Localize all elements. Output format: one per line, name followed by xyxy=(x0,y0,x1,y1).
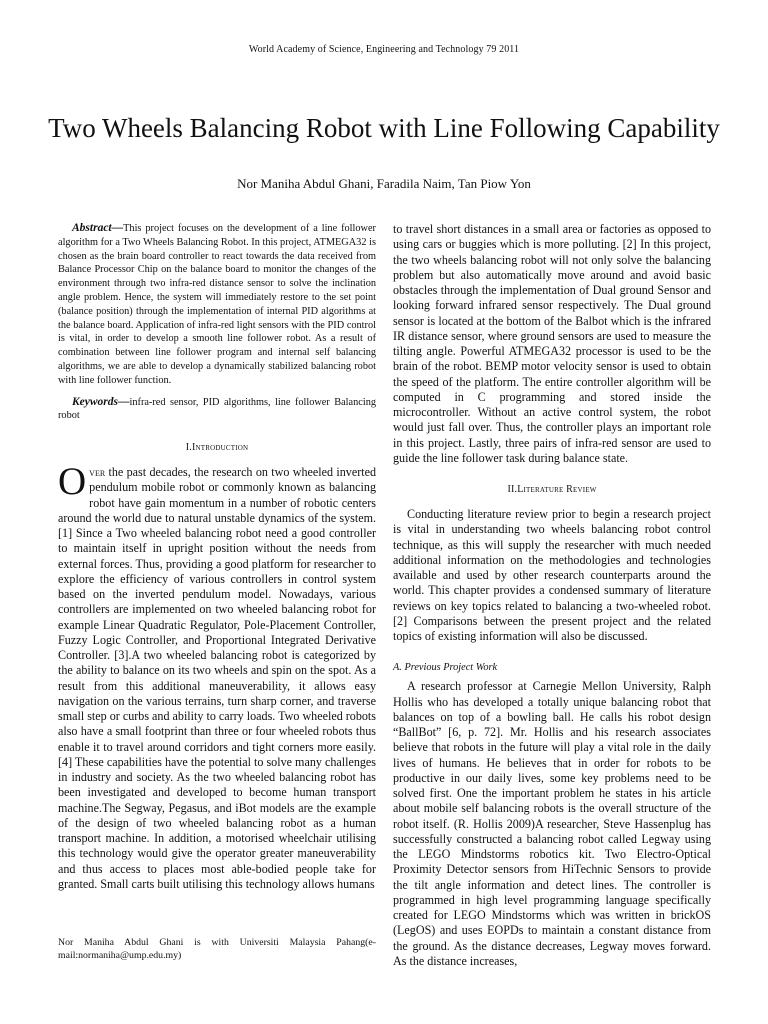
section-number: II. xyxy=(507,484,518,495)
section-title: Introduction xyxy=(191,442,249,454)
section-title: Literature Review xyxy=(517,484,597,495)
section-number: I. xyxy=(185,442,192,454)
keywords xyxy=(58,396,376,424)
drop-cap: O xyxy=(58,460,87,504)
author-list: Nor Maniha Abdul Ghani, Faradila Naim, Tan Piow Yon xyxy=(237,176,531,191)
abstract-label: Abstract— xyxy=(72,222,124,234)
abstract xyxy=(58,222,376,388)
keywords-text: infra-red sensor, PID algorithms, line follower Balancing robot xyxy=(58,396,376,422)
literature-review-text: Conducting literature review prior to begin a research project is vital in understanding two wheels balancing robot control technique, as this will supply the researcher with much needed additional information on the methodologies and technologies available and used by other research counterparts around the world. This chapter provides a condensed summary of literature reviews on key topics related to balancing a two-wheeled robot. [2] Comparisons between the present project and the related topics of existing information will also be discussed. xyxy=(393,507,711,643)
previous-work-text: A research professor at Carnegie Mellon University, Ralph Hollis who has developed a totally unique balancing robot that balances on top of a bowling ball. He calls his robot design “BallBot” [6, p. 72]. Mr. Hollis and his research associates believe that robots in the future will play a vital role in the daily lives of humans. He believes that in order for robots to be productive in our daily lives, some key problems need to be solved first. One the important problem he states in his article about mobile self balancing robots is the overall structure of the robot itself. (R. Hollis 2009)A researcher, Steve Hassenplug has successfully constructed a balancing robot called Legway using the LEGO Mindstorms robotics kit. Two Electro-Optical Proximity Detector sensors from HiTechnic Sensors to provide the tilt angle information and detect lines. The controller is programmed in high level programming language specifically created for LEGO Mindstorms which was written in brickOS (LegOS) and uses EOPDs to maintain a constant distance from the ground. As the distance decreases, Legway moves forward. As the distance increases, xyxy=(393,679,711,968)
introduction-body: the past decades, the research on two wheeled inverted pendulum mobile robot or commonly known as balancing robot have gain momentum in a number of robotic centers around the world due to natural unstable dynamics of the system. [1] Since a Two wheeled balancing robot need a good controller to maintain itself in upright position without the needs from external forces. Thus, providing a good platform for researcher to explore the efficiency of various controllers in control system based on the inverted pendulum model. Nowadays, various controllers are implemented on two wheeled balancing robot for example Linear Quadratic Regulator, Pole-Placement Controller, Fuzzy Logic Controller, and Proportional Integrated Derivative Controller. [3].A two wheeled balancing robot is categorized by the ability to balance on its two wheels and spin on the spot. As a result from this additional maneuverability, it allows easy navigation on the various terrains, turn sharp corner, and traverse small step or curbs and ability to carry loads. Two wheeled robots also have a small footprint than three or four wheeled robots thus enable it to travel around corridors and tight corners more easily. [4] These capabilities have the potential to solve many challenges in industry and society. As the two wheeled balancing robot has been investigated and developed to become human transport machine.The Segway, Pegasus, and iBot models are the example of the design of two wheeled balancing robot as a human transport machine. In addition, a motorised wheelchair utilising this technology would give the operator greater maneuverability and thus access to places most able-bodied people take for granted. Small carts built utilising this technology allows humans xyxy=(58,465,376,891)
introduction-text xyxy=(58,460,376,892)
first-word: ver xyxy=(89,465,106,480)
keywords-label: Keywords— xyxy=(72,395,130,408)
section-heading-introduction xyxy=(58,442,376,453)
left-column xyxy=(58,222,376,892)
paper-title: Two Wheels Balancing Robot with Line Following Capability xyxy=(48,113,720,143)
section-heading-literature-review xyxy=(393,484,711,495)
abstract-text: This project focuses on the development of a line follower algorithm for a Two Wheels Balancing Robot. In this project, ATMEGA32 is chosen as the brain board controller to react towards the data received from Balance Processor Chip on the balance board to monitor the changes of the environment through two infra-red distance sensor to solve the inclination angle problem. Hence, the system will immediately restore to the set point (balance position) through the implementation of internal PID algorithms at the balance board. Application of infra-red light sensors with the PID control is vital, in order to develop a smooth line follower robot. As a result of combination between line follower program and internal self balancing algorithms, we are able to develop a dynamically stabilized balancing robot with line follower function. xyxy=(58,223,376,386)
subsection-heading: A. Previous Project Work xyxy=(393,662,498,674)
journal-header: World Academy of Science, Engineering and Technology 79 2011 xyxy=(248,44,520,55)
right-column xyxy=(393,222,711,969)
introduction-continuation: to travel short distances in a small area or factories as opposed to using cars or buggies which is more polluting. [2] In this project, the two wheels balancing robot will not only solve the balancing problem but also automatically move around and avoid basic obstacles through the implementation of Dual ground Sensor and looking forward infrared sensor respectively. The Dual ground sensor is located at the bottom of the Balbot which is the infrared IR distance sensor, where ground sensors are used to measure the tilting angle. Powerful ATMEGA32 processor is used to be the brain of the robot. BEMP motor velocity sensor is used to obtain the speed of the platform. The entire controller algorithm will be computed in C programming and stored inside the microcontroller. Without an active control system, the robot would just fall over. Thus, the controller plays an important role in this project. Lastly, three pairs of infra-red sensor are used to guide the line follower task during balance state. xyxy=(393,222,711,465)
author-footnote: Nor Maniha Abdul Ghani is with Universiti Malaysia Pahang(e-mail:normaniha@ump.edu.my) xyxy=(58,937,376,961)
